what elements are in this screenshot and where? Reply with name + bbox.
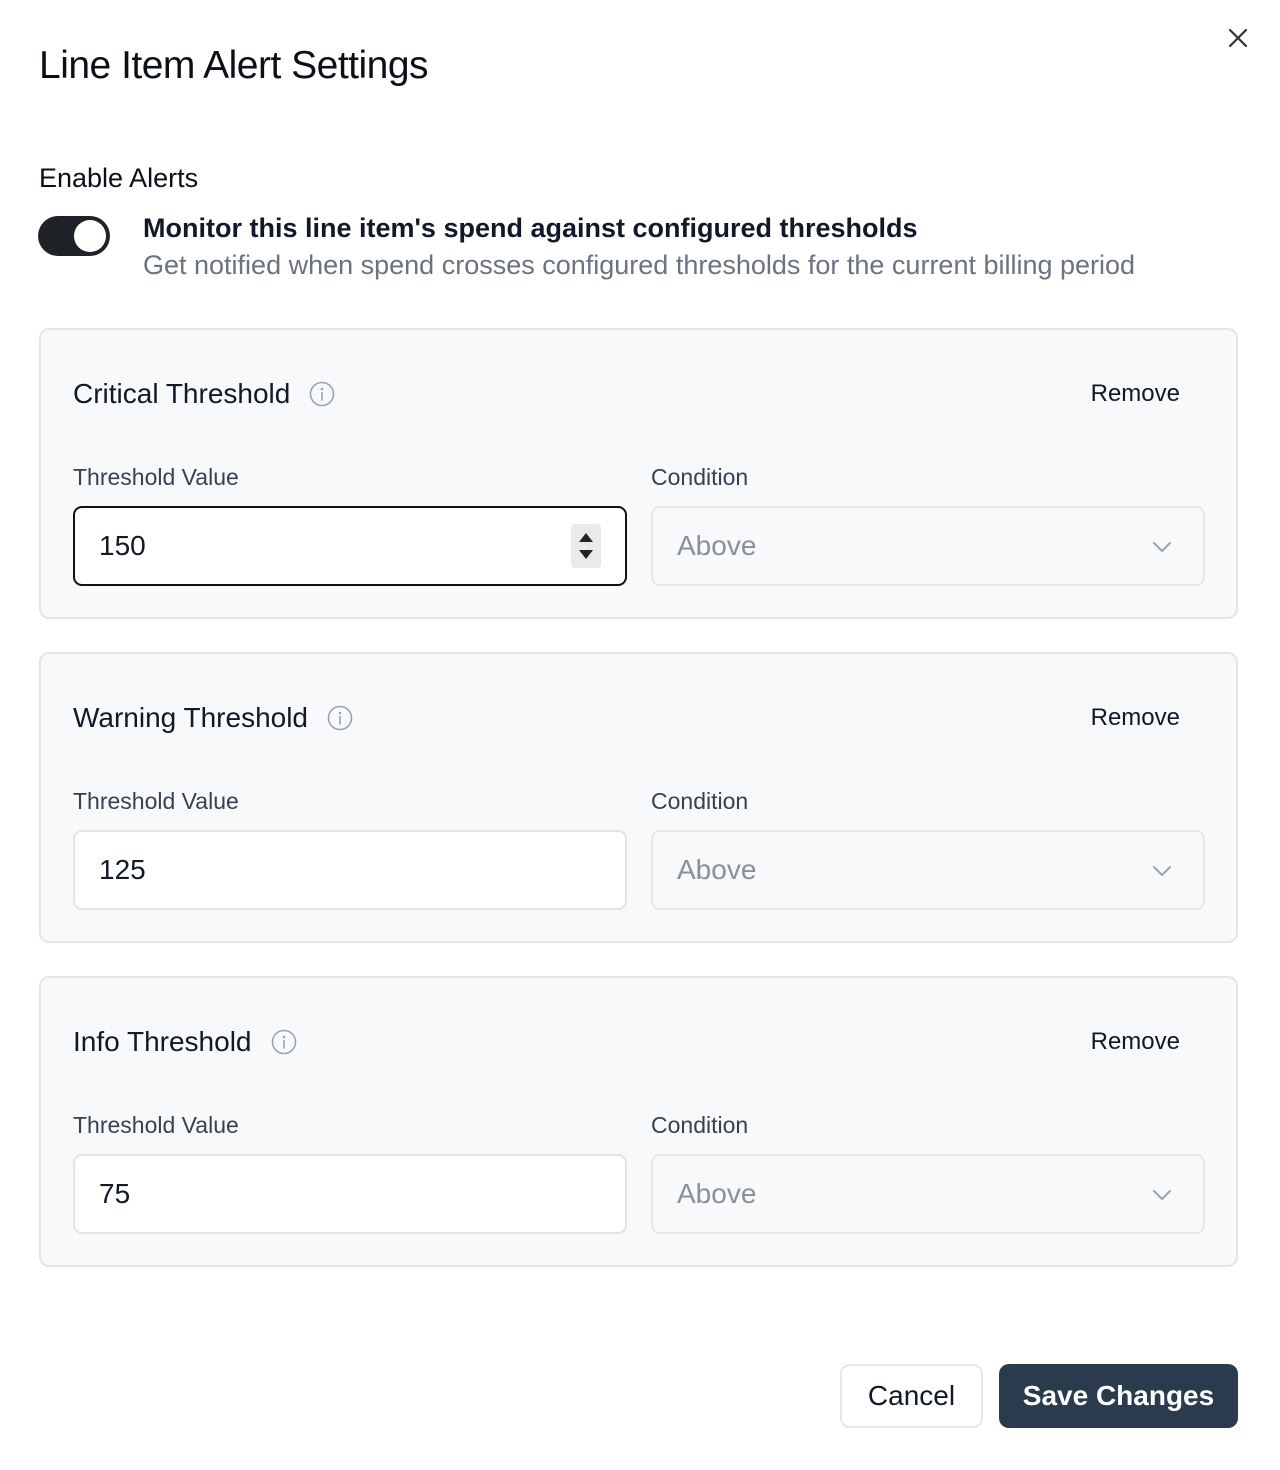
remove-critical-button[interactable]: Remove	[1090, 380, 1180, 407]
enable-alerts-toggle[interactable]	[38, 216, 110, 256]
info-icon[interactable]	[326, 704, 354, 732]
critical-threshold-value-input[interactable]	[73, 506, 627, 586]
critical-condition-select[interactable]	[651, 506, 1205, 586]
remove-info-button[interactable]: Remove	[1090, 1028, 1180, 1055]
toggle-description: Get notified when spend crosses configured thresholds for the current billing period	[143, 250, 1136, 280]
number-stepper[interactable]	[571, 524, 601, 568]
input-value: 125	[99, 854, 146, 885]
warning-threshold-value-input[interactable]	[73, 830, 627, 910]
select-value: Above	[677, 1178, 757, 1209]
close-button[interactable]	[1222, 22, 1254, 54]
stepper-down-icon[interactable]	[579, 550, 593, 559]
input-value: 75	[99, 1178, 131, 1209]
threshold-title: Info Threshold	[73, 1026, 252, 1057]
threshold-card-header	[73, 1026, 298, 1058]
threshold-title: Critical Threshold	[73, 378, 291, 409]
chevron-down-icon	[1151, 1184, 1173, 1206]
threshold-card-header	[73, 702, 354, 734]
critical-threshold-card	[39, 328, 1238, 619]
select-value: Above	[677, 854, 757, 885]
input-value: 150	[99, 530, 146, 561]
enable-alerts-label: Enable Alerts	[39, 163, 199, 193]
condition-label: Condition	[651, 788, 749, 814]
remove-warning-button[interactable]: Remove	[1090, 704, 1180, 731]
threshold-value-label: Threshold Value	[73, 464, 239, 490]
toggle-knob	[74, 220, 106, 252]
info-condition-select[interactable]	[651, 1154, 1205, 1234]
condition-label: Condition	[651, 464, 749, 490]
info-threshold-card	[39, 976, 1238, 1267]
threshold-card-header	[73, 378, 336, 410]
info-icon[interactable]	[270, 1028, 298, 1056]
threshold-title: Warning Threshold	[73, 702, 309, 733]
cancel-button[interactable]: Cancel	[840, 1364, 983, 1428]
chevron-down-icon	[1151, 536, 1173, 558]
warning-threshold-card	[39, 652, 1238, 943]
save-changes-button[interactable]: Save Changes	[999, 1364, 1238, 1428]
select-value: Above	[677, 530, 757, 561]
chevron-down-icon	[1151, 860, 1173, 882]
info-threshold-value-input[interactable]	[73, 1154, 627, 1234]
threshold-value-label: Threshold Value	[73, 1112, 239, 1138]
toggle-title: Monitor this line item's spend against configured thresholds	[143, 213, 918, 243]
condition-label: Condition	[651, 1112, 749, 1138]
stepper-up-icon[interactable]	[579, 533, 593, 542]
info-icon[interactable]	[308, 380, 336, 408]
dialog-title: Line Item Alert Settings	[39, 44, 429, 87]
threshold-value-label: Threshold Value	[73, 788, 239, 814]
warning-condition-select[interactable]	[651, 830, 1205, 910]
close-icon	[1226, 26, 1250, 50]
